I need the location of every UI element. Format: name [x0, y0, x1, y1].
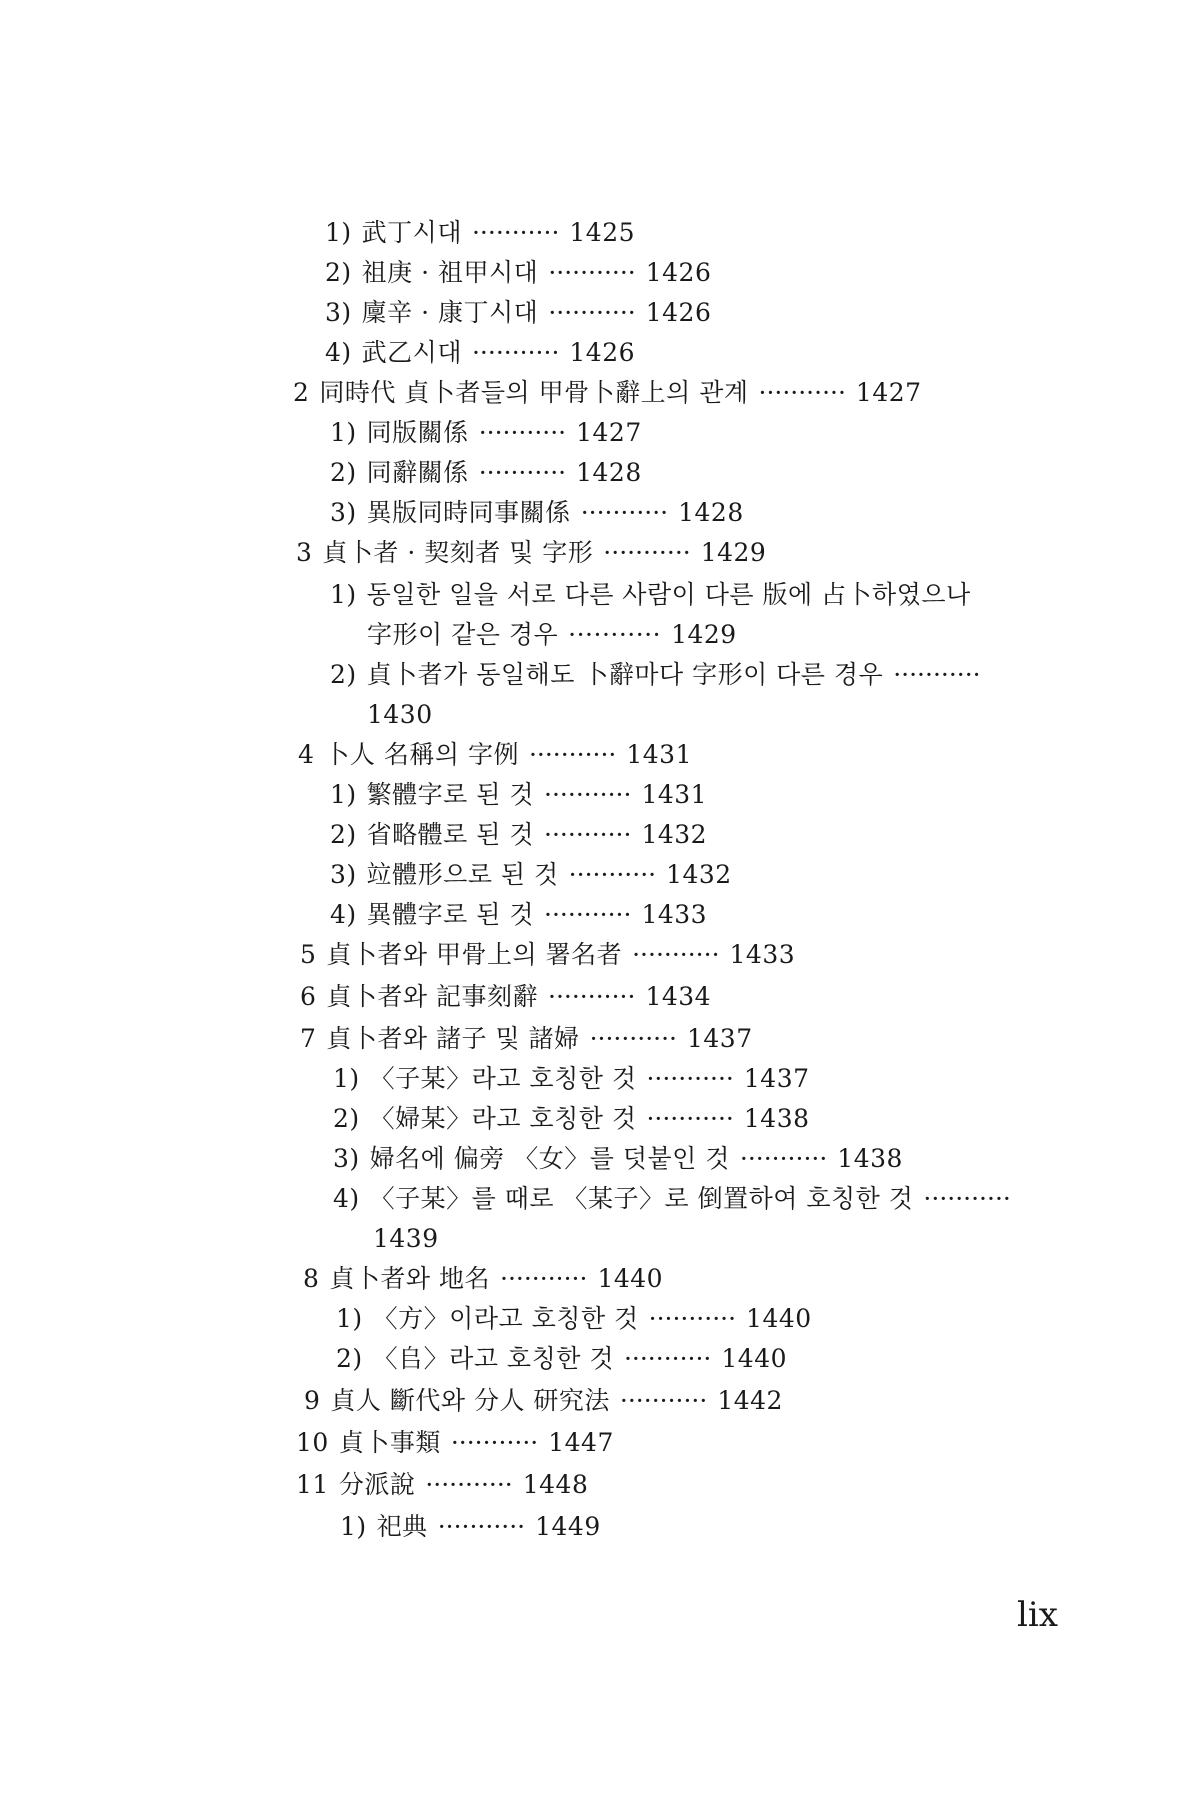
- dot-leader: ···········: [544, 900, 632, 929]
- entry-number: 7: [300, 1024, 317, 1053]
- dot-leader: ···········: [478, 458, 567, 487]
- page-number: 1438: [743, 1104, 810, 1133]
- dot-leader: ···········: [548, 298, 636, 327]
- toc-entry[interactable]: [296, 538, 766, 568]
- page-number: 1429: [700, 538, 767, 567]
- dot-leader: ···········: [603, 538, 691, 567]
- dot-leader: ···········: [425, 1470, 513, 1499]
- entry-number: 8: [303, 1264, 320, 1293]
- entry-number: 10: [296, 1428, 329, 1457]
- entry-number: 1): [333, 1064, 360, 1093]
- entry-number: 1): [330, 418, 357, 447]
- dot-leader: ···········: [580, 498, 669, 527]
- page-number: 1428: [678, 498, 744, 527]
- page-number: 1442: [717, 1386, 783, 1415]
- toc-entry[interactable]: [298, 740, 692, 770]
- page-number: 1428: [576, 458, 642, 487]
- entry-title: 同版關係: [366, 418, 469, 447]
- page-number: 1439: [373, 1224, 439, 1253]
- toc-entry-continuation[interactable]: [373, 1224, 439, 1254]
- entry-title: 繁體字로 된 것: [366, 780, 535, 809]
- dot-leader: ···········: [437, 1512, 526, 1541]
- toc-entry-continuation[interactable]: [367, 700, 433, 730]
- page-number: 1431: [641, 780, 708, 809]
- entry-title: 貞卜者와 記事刻辭: [326, 982, 539, 1011]
- page-number: 1432: [641, 820, 708, 849]
- entry-title: 貞卜者와 諸子 및 諸婦: [326, 1024, 580, 1053]
- entry-title: 祖庚 · 祖甲시대: [361, 258, 539, 287]
- page-number: 1447: [548, 1428, 614, 1457]
- toc-entry[interactable]: [330, 780, 707, 810]
- page-number: 1437: [743, 1064, 810, 1093]
- toc-entry[interactable]: [330, 900, 707, 930]
- dot-leader: ···········: [450, 1428, 539, 1457]
- page-number: 1440: [597, 1264, 664, 1293]
- entry-number: 4: [298, 740, 315, 769]
- page-number: 1433: [641, 900, 708, 929]
- page-number: 1427: [855, 378, 922, 407]
- dot-leader: ···········: [632, 940, 720, 969]
- toc-entry[interactable]: [336, 1304, 812, 1334]
- toc-entry[interactable]: [293, 378, 922, 408]
- entry-title: 分派說: [338, 1470, 416, 1499]
- entry-number: 2): [325, 258, 352, 287]
- toc-entry[interactable]: [333, 1184, 1011, 1214]
- dot-leader: ···········: [500, 1264, 588, 1293]
- entry-number: 1): [336, 1304, 363, 1333]
- entry-number: 1): [330, 580, 357, 609]
- entry-number: 4): [325, 338, 352, 367]
- entry-number: 1): [330, 780, 357, 809]
- dot-leader: ···········: [589, 1024, 677, 1053]
- entry-title: 同辭關係: [366, 458, 469, 487]
- page-number: 1426: [645, 258, 712, 287]
- page-number: 1449: [535, 1512, 601, 1541]
- page-number: 1425: [569, 218, 636, 247]
- dot-leader: ···········: [548, 258, 636, 287]
- entry-title: 卜人 名稱의 字例: [324, 740, 519, 769]
- page-number: 1437: [686, 1024, 753, 1053]
- entry-number: 2): [330, 820, 357, 849]
- page-number: 1433: [729, 940, 796, 969]
- toc-entry[interactable]: [333, 1064, 810, 1094]
- toc-entry[interactable]: [340, 1512, 601, 1542]
- dot-leader: ···········: [646, 1104, 734, 1133]
- entry-title: 〈子某〉라고 호칭한 것: [369, 1064, 637, 1093]
- entry-number: 2): [333, 1104, 360, 1133]
- page-number: 1426: [645, 298, 712, 327]
- entry-title: 異版同時同事關係: [366, 498, 571, 527]
- dot-leader: ···········: [619, 1386, 708, 1415]
- toc-entry[interactable]: [325, 218, 635, 248]
- entry-number: 3: [296, 538, 313, 567]
- entry-title: 貞卜者와 甲骨上의 署名者: [326, 940, 623, 969]
- toc-entry[interactable]: [303, 1264, 663, 1294]
- entry-title: 貞卜者 · 契刻者 및 字形: [322, 538, 594, 567]
- entry-number: 4): [330, 900, 357, 929]
- toc-entry[interactable]: [304, 1386, 783, 1416]
- page-number: 1429: [671, 620, 737, 649]
- entry-title: 貞卜事類: [338, 1428, 441, 1457]
- toc-entry[interactable]: [330, 458, 642, 488]
- toc-entry[interactable]: [300, 1024, 753, 1054]
- entry-title: 異體字로 된 것: [366, 900, 535, 929]
- entry-title: 同時代 貞卜者들의 甲骨卜辭上의 관계: [319, 378, 749, 407]
- dot-leader: ···········: [739, 1144, 828, 1173]
- toc-entry-continuation[interactable]: [367, 620, 737, 650]
- page-number: 1440: [746, 1304, 812, 1333]
- page-number: 1430: [367, 700, 433, 729]
- entry-number: 11: [296, 1470, 329, 1499]
- entry-title-continued: 字形이 같은 경우: [367, 620, 559, 649]
- toc-entry[interactable]: [336, 1344, 787, 1374]
- page-folio: lix: [1017, 1595, 1058, 1635]
- entry-number: 2): [330, 458, 357, 487]
- entry-title: 〈𠂤〉라고 호칭한 것: [372, 1344, 614, 1373]
- entry-number: 1): [325, 218, 352, 247]
- toc-entry[interactable]: [330, 660, 981, 690]
- entry-number: 9: [304, 1386, 321, 1415]
- toc-entry[interactable]: [333, 1104, 810, 1134]
- toc-entry[interactable]: [330, 580, 971, 610]
- toc-entry[interactable]: [300, 982, 711, 1012]
- entry-number: 3): [330, 498, 357, 527]
- entry-title: 동일한 일을 서로 다른 사람이 다른 版에 占卜하였으나: [366, 580, 971, 609]
- toc-entry[interactable]: [325, 338, 635, 368]
- toc-entry[interactable]: [325, 258, 711, 288]
- toc-entry[interactable]: [296, 1428, 614, 1458]
- dot-leader: ···········: [646, 1064, 734, 1093]
- toc-entry[interactable]: [300, 940, 795, 970]
- toc-entry[interactable]: [330, 820, 707, 850]
- toc-entry[interactable]: [330, 860, 732, 890]
- page-number: 1427: [576, 418, 642, 447]
- entry-number: 2): [336, 1344, 363, 1373]
- entry-number: 2): [330, 660, 357, 689]
- entry-title: 祀典: [376, 1512, 428, 1541]
- entry-title: 省略體로 된 것: [366, 820, 535, 849]
- entry-title: 〈方〉이라고 호칭한 것: [372, 1304, 639, 1333]
- entry-title: 貞人 斷代와 分人 研究法: [330, 1386, 610, 1415]
- entry-number: 4): [333, 1184, 360, 1213]
- page-number: 1426: [569, 338, 636, 367]
- entry-number: 6: [300, 982, 317, 1011]
- entry-title: 武丁시대: [361, 218, 462, 247]
- entry-title: 〈婦某〉라고 호칭한 것: [369, 1104, 637, 1133]
- entry-number: 2: [293, 378, 310, 407]
- dot-leader: ···········: [893, 660, 981, 689]
- page-number: 1432: [666, 860, 732, 889]
- toc-entry[interactable]: [330, 498, 744, 528]
- toc-entry[interactable]: [330, 418, 642, 448]
- dot-leader: ···········: [623, 1344, 712, 1373]
- entry-number: 5: [300, 940, 317, 969]
- page-number: 1438: [837, 1144, 903, 1173]
- entry-title: 婦名에 偏旁 〈女〉를 덧붙인 것: [369, 1144, 730, 1173]
- entry-title: 貞卜者가 동일해도 卜辭마다 字形이 다른 경우: [366, 660, 884, 689]
- entry-title: 貞卜者와 地名: [329, 1264, 491, 1293]
- entry-title: 廩辛 · 康丁시대: [361, 298, 539, 327]
- dot-leader: ···········: [648, 1304, 737, 1333]
- dot-leader: ···········: [923, 1184, 1011, 1213]
- page-number: 1448: [522, 1470, 589, 1499]
- dot-leader: ···········: [478, 418, 567, 447]
- entry-number: 3): [330, 860, 357, 889]
- entry-title: 〈子某〉를 때로 〈某子〉로 倒置하여 호칭한 것: [369, 1184, 914, 1213]
- toc-entry[interactable]: [296, 1470, 588, 1500]
- page-number: 1431: [626, 740, 692, 769]
- page-number: 1434: [645, 982, 712, 1011]
- toc-entry[interactable]: [325, 298, 711, 328]
- dot-leader: ···········: [544, 780, 632, 809]
- dot-leader: ···········: [544, 820, 632, 849]
- page-number: 1440: [721, 1344, 788, 1373]
- toc-entry[interactable]: [333, 1144, 903, 1174]
- dot-leader: ···········: [548, 982, 636, 1011]
- dot-leader: ···········: [528, 740, 617, 769]
- entry-title: 武乙시대: [361, 338, 462, 367]
- dot-leader: ···········: [471, 218, 560, 247]
- entry-number: 1): [340, 1512, 367, 1541]
- entry-number: 3): [325, 298, 352, 327]
- entry-number: 3): [333, 1144, 360, 1173]
- dot-leader: ···········: [758, 378, 846, 407]
- dot-leader: ···········: [568, 860, 657, 889]
- dot-leader: ···········: [568, 620, 662, 649]
- entry-title: 竝體形으로 된 것: [366, 860, 559, 889]
- dot-leader: ···········: [471, 338, 560, 367]
